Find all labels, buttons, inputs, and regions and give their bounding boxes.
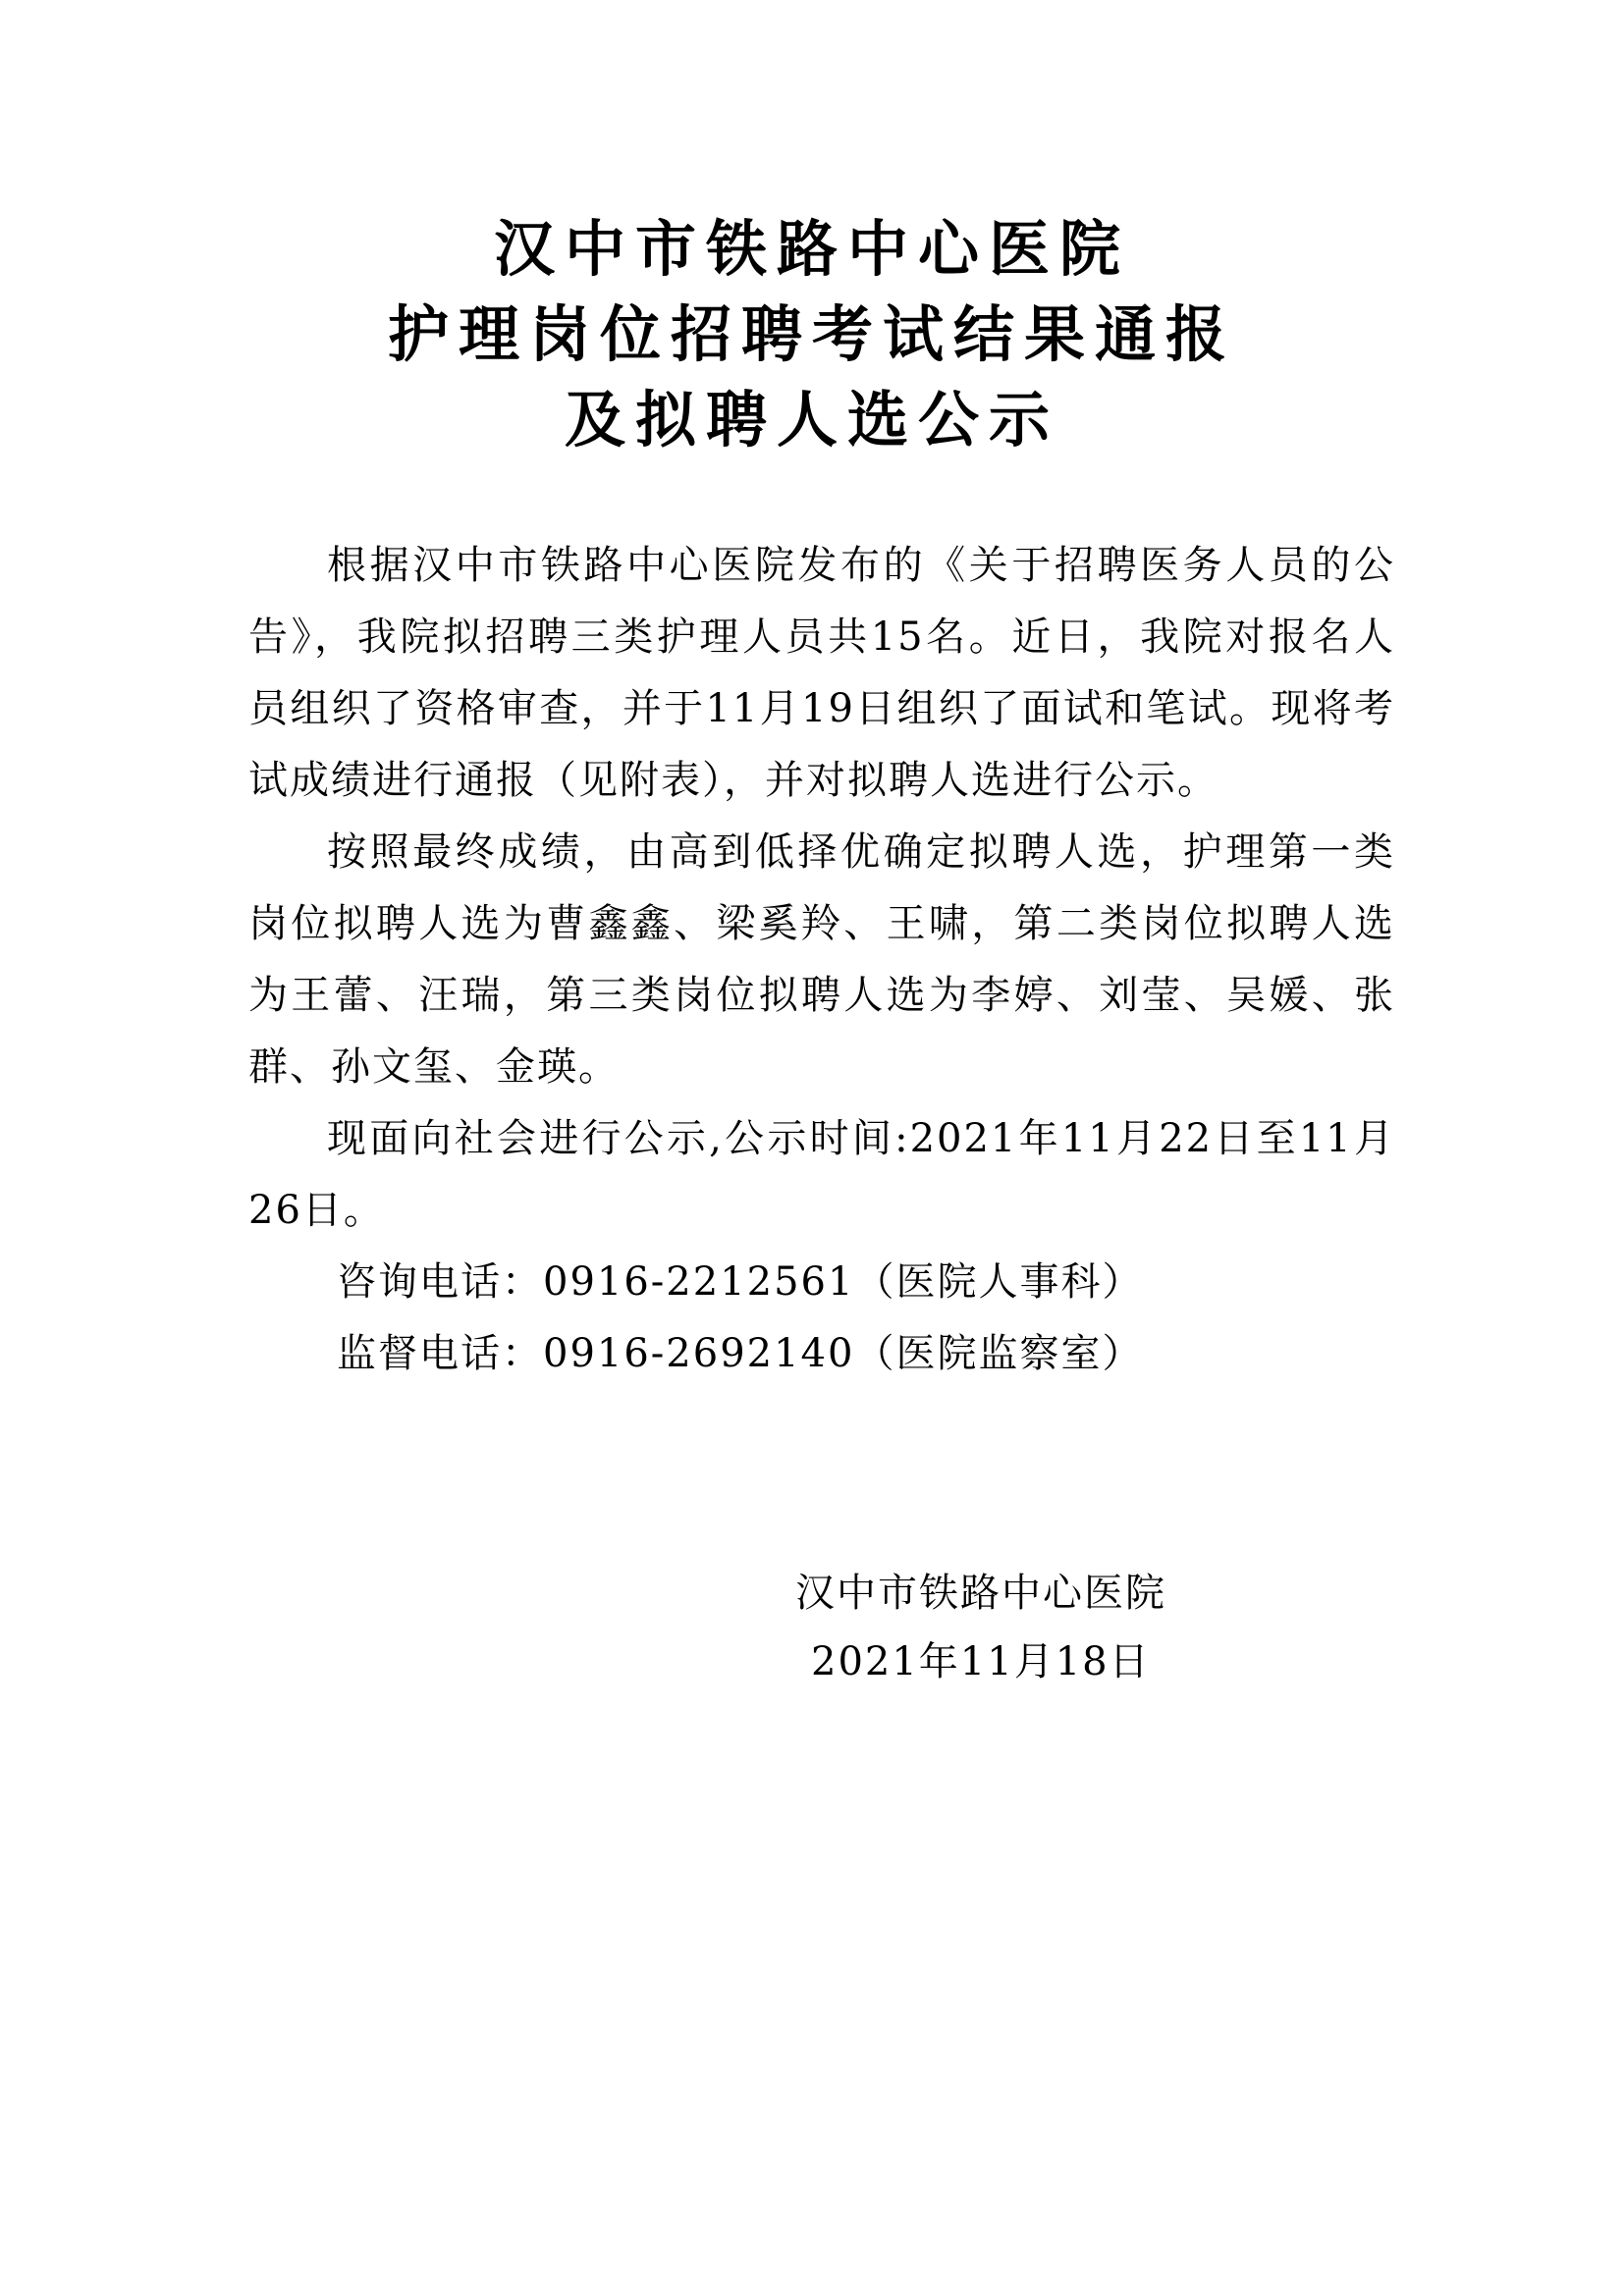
title-line-subject: 护理岗位招聘考试结果通报 bbox=[387, 298, 1236, 370]
paragraph-candidates: 按照最终成绩，由高到低择优确定拟聘人选，护理第一类岗位拟聘人选为曹鑫鑫、梁奚羚、王啸，第二类岗位拟聘人选为王蕾、汪瑞，第三类岗位拟聘人选为李婷、刘莹、吴媛、张群、孙文玺、金瑛。 bbox=[248, 829, 1395, 1090]
paragraph-publicity-period: 现面向社会进行公示,公示时间:2021年11月22日至11月26日。 bbox=[248, 1116, 1395, 1233]
paragraph-recruitment-notice: 根据汉中市铁路中心医院发布的《关于招聘医务人员的公告》，我院拟招聘三类护理人员共15名。近日，我院对报名人员组织了资格审查，并于11月19日组织了面试和笔试。现将考试成绩进行通报（见附表），并对拟聘人选进行公示。 bbox=[248, 543, 1395, 803]
consult-phone: 咨询电话：0916-2212561（医院人事科） bbox=[337, 1259, 1144, 1305]
document-title bbox=[0, 206, 1624, 462]
signature-block bbox=[795, 1559, 1247, 1696]
document-body bbox=[248, 530, 1395, 1390]
supervise-phone: 监督电话：0916-2692140（医院监察室） bbox=[337, 1331, 1144, 1376]
signature-date: 2021年11月18日 bbox=[811, 1639, 1151, 1684]
signature-organization: 汉中市铁路中心医院 bbox=[795, 1571, 1166, 1616]
title-line-announcement: 及拟聘人选公示 bbox=[564, 384, 1059, 455]
title-line-hospital: 汉中市铁路中心医院 bbox=[493, 213, 1130, 285]
